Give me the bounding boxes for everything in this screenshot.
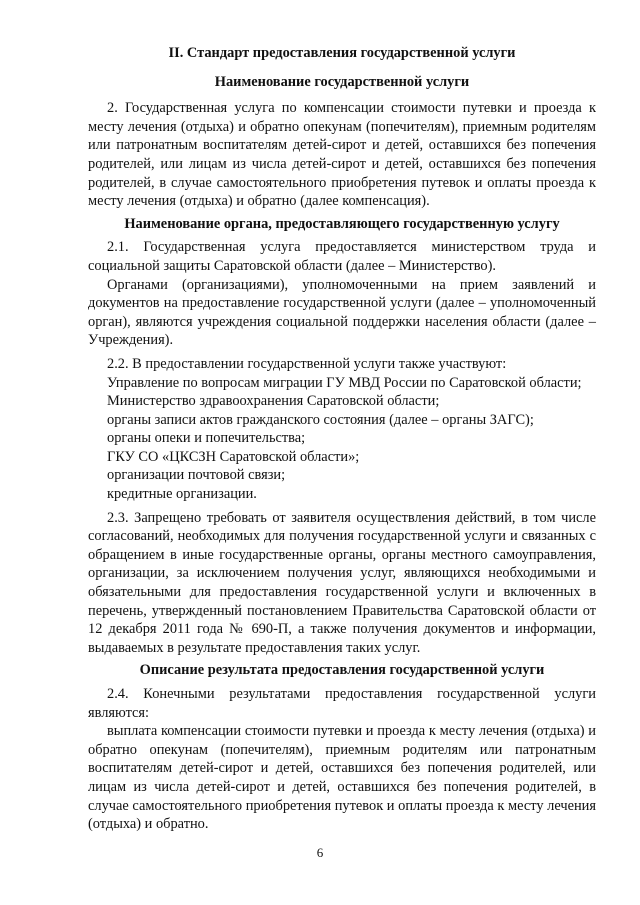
list-item: ГКУ СО «ЦКСЗН Саратовской области»; (107, 448, 360, 465)
section-title: II. Стандарт предоставления государственной услуги (168, 45, 516, 61)
heading-authority: Наименование органа, предоставляющего государственную услугу (124, 215, 560, 232)
document-body (88, 44, 596, 834)
paragraph-2-3: 2.3. Запрещено требовать от заявителя осуществления действий, в том числе согласований, необходимых для получения государственной услуги и связанных с обращением в иные государственные органы, органы местного самоуправления, организации, за исключением получения услуг, являющихся необходимыми и обязательными для предоставления государственной услуги и включенных в перечень, утвержденный постановлением Правительства Саратовской области от 12 декабря 2011 года № 690-П, а также получения документов и информации, выдаваемых в результате предоставления таких услуг. (88, 509, 596, 656)
list-item: Министерство здравоохранения Саратовской области; (107, 393, 440, 410)
participants-list (88, 374, 596, 504)
heading-service-name: Наименование государственной услуги (214, 73, 470, 90)
paragraph-2-4: 2.4. Конечными результатами предоставления государственной услуги являются: (88, 686, 596, 721)
paragraph-2-1: 2.1. Государственная услуга предоставляется министерством труда и социальной защиты Саратовской области (далее – Министерство). (88, 239, 596, 274)
paragraph-2: 2. Государственная услуга по компенсации стоимости путевки и проезда к месту лечения (отдыха) и обратно опекунам (попечителям), приемным родителям или патронатным воспитателям детей-сирот и детей, оставшихся без попечения родителей, или лицам из числа детей-сирот и детей, оставшихся без попечения родителей, в случае самостоятельного приобретения путевок и оплаты проезда к месту лечения (отдыха) и обратно (далее компенсация). (88, 100, 596, 210)
paragraph-2-2: 2.2. В предоставлении государственной услуги также участвуют: (107, 355, 507, 372)
page-number: 6 (316, 845, 324, 860)
list-item: Управление по вопросам миграции ГУ МВД России по Саратовской области; (107, 374, 582, 391)
paragraph-2-4-result: выплата компенсации стоимости путевки и проезда к месту лечения (отдыха) и обратно опекунам (попечителям), приемным родителям или патронатным воспитателям детей-сирот и детей, оставшихся без попечения родителей, или лицам из числа детей-сирот и детей, оставшихся без попечения родителей, в случае самостоятельного приобретения путевок и оплаты проезда к месту лечения (отдыха) и обратно. (88, 723, 596, 833)
list-item: кредитные организации. (107, 486, 257, 503)
list-item: организации почтовой связи; (107, 467, 286, 484)
heading-result: Описание результата предоставления государственной услуги (139, 662, 545, 679)
list-item: органы опеки и попечительства; (107, 430, 306, 447)
list-item: органы записи актов гражданского состояния (далее – органы ЗАГС); (107, 411, 534, 428)
paragraph-2-1-authorized-bodies: Органами (организациями), уполномоченными на прием заявлений и документов на предоставление государственной услуги (далее – уполномоченный орган), являются учреждения социальной поддержки населения области (далее – Учреждения). (88, 276, 596, 349)
